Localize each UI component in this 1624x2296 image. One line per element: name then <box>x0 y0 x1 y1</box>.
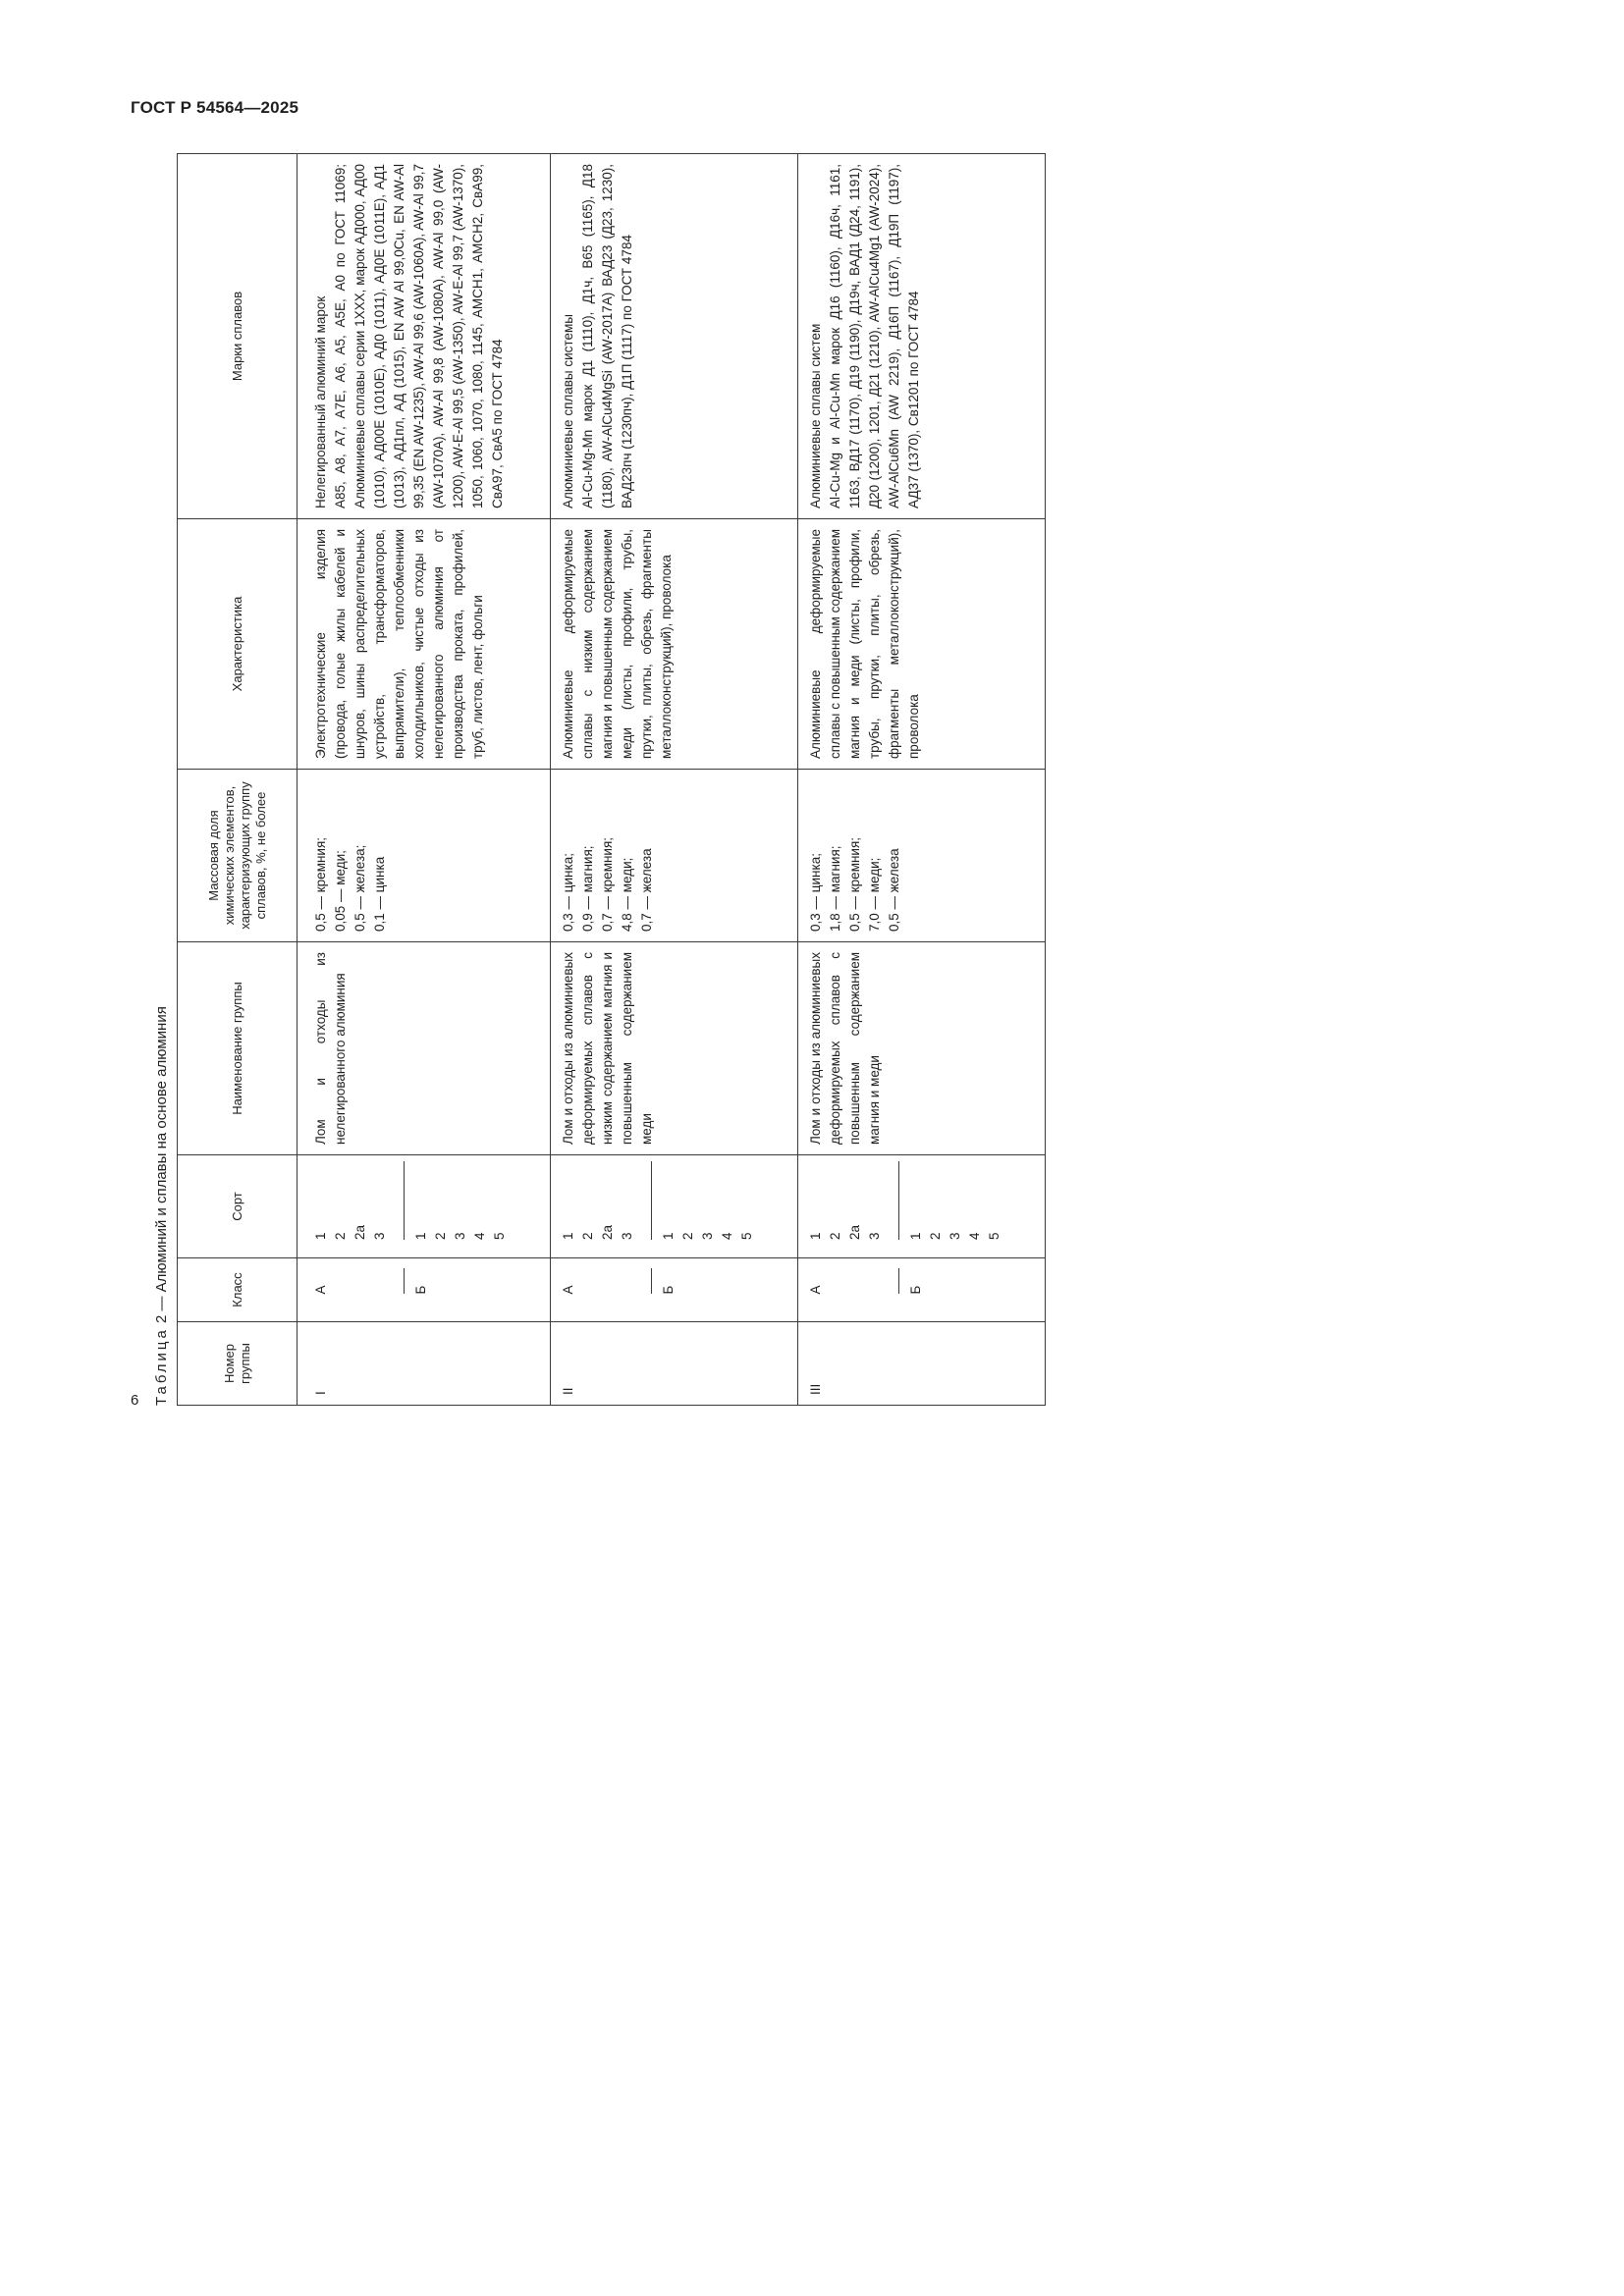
document-header: ГОСТ Р 54564—2025 <box>131 98 299 117</box>
rotated-table-container <box>153 154 1001 1406</box>
class-b-label: Б <box>413 1285 428 1295</box>
table-caption-title: 2 — Алюминий и сплавы на основе алюминия <box>153 1006 170 1328</box>
header-group-name: Наименование группы <box>178 942 298 1155</box>
sort-cell <box>303 1155 551 1258</box>
group-name-cell <box>798 942 1046 1155</box>
header-alloy-grades: Марки сплавов <box>178 154 298 519</box>
sort-item: 2 <box>580 1232 595 1240</box>
mass-fraction-item: 0,7 — железа <box>639 848 654 932</box>
alloy-grades-cell <box>551 154 798 519</box>
alloy-grades-title: Нелегированный алюминий марок <box>313 295 328 508</box>
class-divider <box>651 1268 652 1294</box>
sort-item: 3 <box>372 1232 387 1240</box>
characteristic-cell <box>303 519 551 770</box>
class-cell <box>798 1258 1046 1322</box>
alloy-grades-text: Al-Cu-Mg и Al-Cu-Mn марок Д16 (1160), Д16ч, 1161, 1163, ВД17 (1170), Д19 (1190), Д19ч, ВАД1 (Д24, 1191), Д20 (1200), 1201, Д21 (1210), AW-AlCu4Mg1 (AW-2024), AW-AlCu6Mn (AW 2219), Д16П (1167), Д19П (1197), АД37 (1370), Св1201 по ГОСТ 4784 <box>828 164 921 508</box>
sort-b-list <box>659 1232 757 1240</box>
group-name-cell <box>303 942 551 1155</box>
header-class: Класс <box>178 1258 298 1322</box>
sort-divider <box>404 1161 405 1240</box>
sort-item: 3 <box>947 1232 962 1240</box>
mass-fraction-item: 1,8 — магния; <box>828 845 842 932</box>
sort-item: 1 <box>661 1232 676 1240</box>
sort-item: 2а <box>352 1224 367 1240</box>
mass-fraction-item: 0,1 — цинка <box>372 856 387 932</box>
sort-cell <box>551 1155 798 1258</box>
group-name-text: Лом и отходы из алюминиевых деформируемых сплавов с низким содержанием магния и повышенным содержанием меди <box>561 952 654 1145</box>
sort-item: 2 <box>433 1232 448 1240</box>
document-page <box>0 0 1080 1527</box>
sort-item: 2 <box>680 1232 695 1240</box>
sort-cell <box>798 1155 1046 1258</box>
group-name-cell <box>551 942 798 1155</box>
mass-fraction-item: 7,0 — меди; <box>867 857 882 932</box>
sort-item: 2 <box>928 1232 943 1240</box>
class-cell <box>551 1258 798 1322</box>
mass-fraction-item: 0,05 — меди; <box>333 850 348 932</box>
sort-a-list <box>311 1225 390 1240</box>
class-a-label: А <box>561 1285 575 1295</box>
sort-item: 5 <box>739 1232 754 1240</box>
sort-item: 1 <box>413 1232 428 1240</box>
group-number-cell: III <box>798 1322 1046 1406</box>
header-sort: Сорт <box>178 1155 298 1258</box>
mass-fraction-item: 0,5 — кремния; <box>847 836 862 932</box>
sort-item: 5 <box>492 1232 507 1240</box>
characteristic-cell <box>551 519 798 770</box>
sort-item: 4 <box>967 1232 982 1240</box>
sort-item: 2 <box>828 1232 842 1240</box>
table-row <box>551 154 798 1406</box>
alloy-grades-text: А85, А8, А7, А7Е, А6, А5, А5Е, А0 по ГОСТ 11069; Алюминиевые сплавы серии 1XXX, марок АД000, АД00 (1010), АД00Е (1010Е), АД0 (1011), АД0Е (1011Е), АД1 (1013), АД1пл, АД (1015), EN AW Al 99,0Cu, EN AW-Al 99,35 (EN AW-1235), AW-Al 99,6 (AW-1060A), AW-Al 99,7 (AW-1070A), AW-Al 99,8 (AW-1080A), AW-Al 99,0 (AW-1200), AW-E-Al 99,5 (AW-1350), AW-E-Al 99,7 (AW-1370), 1050, 1060, 1070, 1080, 1145, АМСН1, АМСН2, СвА99, СвА97, СвА5 по ГОСТ 4784 <box>333 164 505 508</box>
characteristic-text: Алюминиевые деформируемые сплавы с низким содержанием магния и повышенным содержанием меди (листы, профили, трубы, прутки, плиты, обрезь, фрагменты металлоконструкций), проволока <box>561 529 674 759</box>
group-name-text: Лом и отходы из нелегированного алюминия <box>313 952 348 1145</box>
mass-fraction-item: 0,3 — цинка; <box>808 853 823 932</box>
characteristic-text: Алюминиевые деформируемые сплавы с повышенным содержанием магния и меди (листы, профили, трубы, прутки, плиты, обрезь, фрагменты металлоконструкций), проволока <box>808 529 921 759</box>
table-caption <box>153 1006 177 1406</box>
page-number: 6 <box>131 1392 139 1409</box>
sort-item: 3 <box>620 1232 634 1240</box>
sort-item: 4 <box>720 1232 734 1240</box>
class-b-label: Б <box>661 1285 676 1295</box>
sort-item: 3 <box>700 1232 715 1240</box>
class-a-label: А <box>313 1285 328 1295</box>
class-divider <box>898 1268 899 1294</box>
sort-item: 1 <box>561 1232 575 1240</box>
alloy-grades-cell <box>303 154 551 519</box>
mass-fraction-item: 0,7 — кремния; <box>600 836 615 932</box>
mass-fraction-cell <box>798 770 1046 942</box>
sort-item: 2а <box>847 1224 862 1240</box>
mass-fraction-item: 0,9 — магния; <box>580 845 595 932</box>
class-divider <box>404 1268 405 1294</box>
alloy-grades-title: Алюминиевые сплавы системы <box>561 314 575 508</box>
table-caption-label: Таблица <box>153 1327 170 1406</box>
mass-fraction-item: 0,5 — кремния; <box>313 836 328 932</box>
alloys-table <box>177 153 1046 1406</box>
class-a-label: А <box>808 1285 823 1295</box>
group-number-cell: II <box>551 1322 798 1406</box>
mass-fraction-item: 0,3 — цинка; <box>561 853 575 932</box>
mass-fraction-item: 0,5 — железа; <box>352 844 367 932</box>
group-name-text: Лом и отходы из алюминиевых деформируемых сплавов с повышенным содержанием магния и меди <box>808 952 882 1145</box>
mass-fraction-cell <box>551 770 798 942</box>
mass-fraction-item: 4,8 — меди; <box>620 857 634 932</box>
sort-item: 4 <box>472 1232 487 1240</box>
class-b-label: Б <box>908 1285 923 1295</box>
sort-item: 1 <box>908 1232 923 1240</box>
sort-b-list <box>906 1232 1004 1240</box>
sort-item: 3 <box>453 1232 467 1240</box>
alloy-grades-cell <box>798 154 1046 519</box>
table-header-row <box>178 154 298 1406</box>
sort-a-list <box>806 1225 885 1240</box>
table-row <box>798 154 1046 1406</box>
class-cell <box>303 1258 551 1322</box>
header-group-number: Номер группы <box>178 1322 298 1406</box>
sort-item: 2 <box>333 1232 348 1240</box>
sort-item: 3 <box>867 1232 882 1240</box>
sort-item: 2а <box>600 1224 615 1240</box>
alloy-grades-text: Al-Cu-Mg-Mn марок Д1 (1110), Д1ч, В65 (1165), Д18 (1180), AW-AlCu4MgSi (AW-2017A) ВАД23 (Д23, 1230), ВАД23пч (1230пч), Д1П (1117) по ГОСТ 4784 <box>580 164 634 508</box>
sort-item: 1 <box>313 1232 328 1240</box>
sort-item: 5 <box>987 1232 1001 1240</box>
header-characteristic: Характеристика <box>178 519 298 770</box>
sort-b-list <box>411 1232 510 1240</box>
group-number-cell: I <box>303 1322 551 1406</box>
characteristic-text: Электротехнические изделия (провода, голые жилы кабелей и шнуров, шины распределительных устройств, трансформаторов, выпрямители), теплообменники холодильников, чистые отходы из нелегированного алюминия от производства проката, профилей, труб, листов, лент, фольги <box>313 529 485 759</box>
sort-divider <box>898 1161 899 1240</box>
sort-divider <box>651 1161 652 1240</box>
mass-fraction-cell <box>303 770 551 942</box>
mass-fraction-item: 0,5 — железа <box>887 848 901 932</box>
header-mass-fraction: Массовая доля химических элементов, характеризующих группу сплавов, %, не более <box>178 770 298 942</box>
sort-a-list <box>559 1225 637 1240</box>
alloy-grades-title: Алюминиевые сплавы систем <box>808 323 823 508</box>
table-row <box>303 154 551 1406</box>
sort-item: 1 <box>808 1232 823 1240</box>
characteristic-cell <box>798 519 1046 770</box>
